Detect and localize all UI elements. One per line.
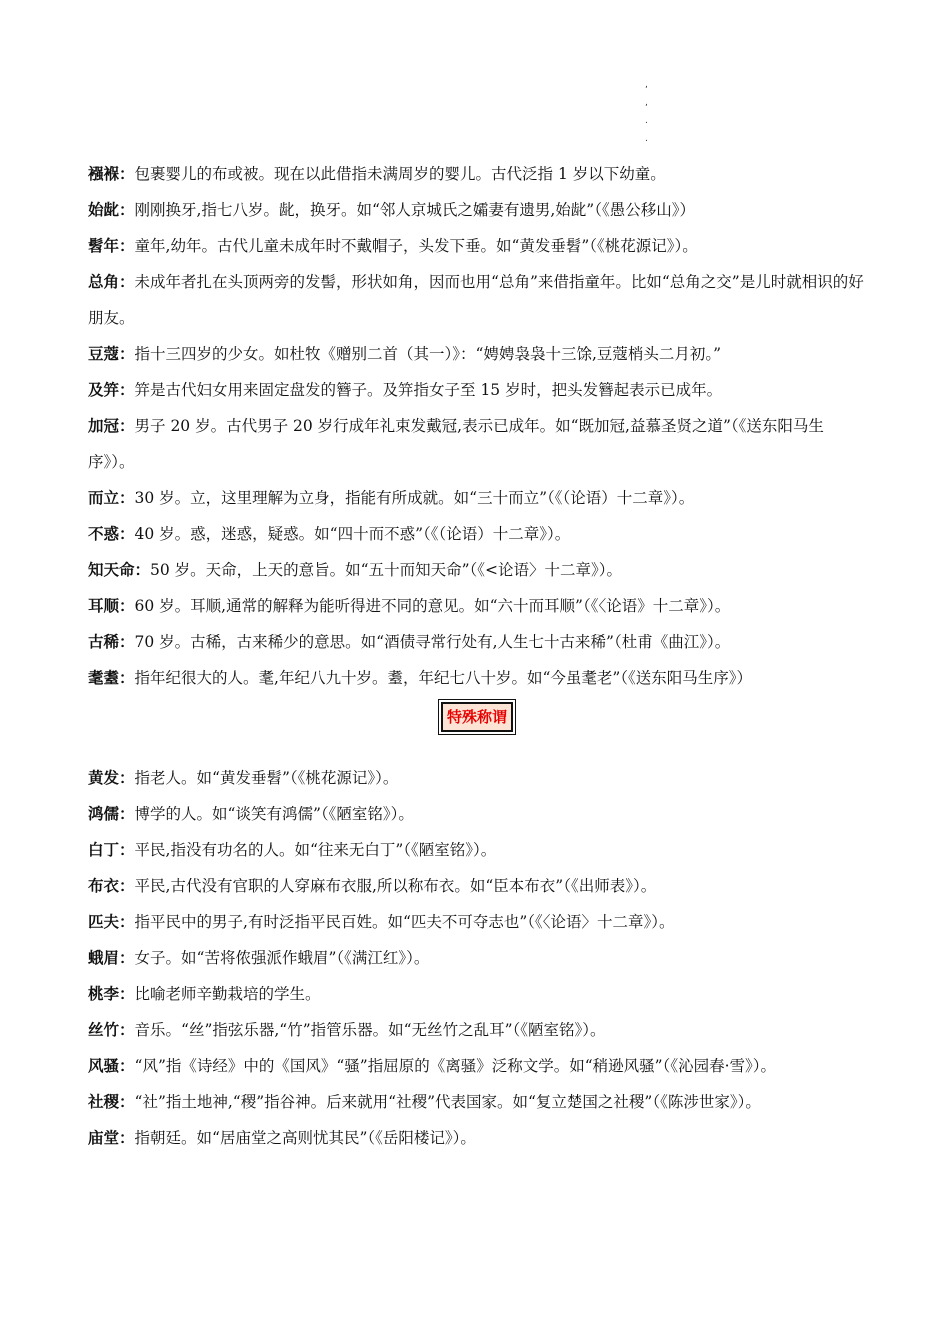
entry-sheji [88, 1084, 866, 1120]
entry-term: 耄耋： [88, 669, 135, 687]
entry-term: 社稷： [88, 1093, 135, 1111]
entry-jiji [88, 372, 866, 408]
entry-definition: 笄是古代妇女用来固定盘发的簪子。及笄指女子至 15 岁时，把头发簪起表示已成年。 [134, 381, 723, 399]
entry-definition: 平民,古代没有官职的人穿麻布衣服,所以称布衣。如“臣本布衣”（《出师表》）。 [134, 877, 657, 895]
entry-definition: 50 岁。天命，上天的意旨。如“五十而知天命”（《<论语〉十二章》）。 [150, 561, 623, 579]
entry-hongru [88, 796, 866, 832]
entry-tiaonian [88, 228, 866, 264]
entry-term: 布衣： [88, 877, 135, 895]
entry-huangfa [88, 760, 866, 796]
entry-term: 豆蔻： [88, 345, 135, 363]
entry-definition: 刚刚换牙,指七八岁。龀，换牙。如“邻人京城氏之孀妻有遗男,始龀”（《愚公移山》） [134, 201, 695, 219]
entry-jiaguan [88, 408, 866, 480]
entry-term: 桃李： [88, 985, 135, 1003]
entry-term: 不惑： [88, 525, 135, 543]
entry-definition: 指老人。如“黄发垂髫”（《桃花源记》）。 [134, 769, 399, 787]
entry-definition: “风”指《诗经》中的《国风》“骚”指屈原的《离骚》泛称文学。如“稍逊风骚”（《沁园春·雪》）。 [134, 1057, 776, 1075]
entry-term: 耳顺： [88, 597, 135, 615]
margin-marks [645, 76, 651, 148]
entry-term: 知天命： [88, 561, 151, 579]
entry-term: 丝竹： [88, 1021, 135, 1039]
entry-definition: 男子 20 岁。古代男子 20 岁行成年礼束发戴冠,表示已成年。如“既加冠,益慕圣贤之道”（《送东阳马生序》）。 [88, 417, 824, 471]
entry-definition: 40 岁。惑，迷惑，疑惑。如“四十而不惑”（《（论语）十二章》）。 [134, 525, 571, 543]
age-terms-list [88, 156, 866, 696]
entry-term: 加冠： [88, 417, 135, 435]
entry-definition: 童年,幼年。古代儿童未成年时不戴帽子，头发下垂。如“黄发垂髫”（《桃花源记》）。 [134, 237, 698, 255]
entry-baiding [88, 832, 866, 868]
entry-definition: 比喻老师辛勤栽培的学生。 [134, 985, 321, 1003]
entry-emei [88, 940, 866, 976]
entry-sizhu [88, 1012, 866, 1048]
entry-miaotang [88, 1120, 866, 1156]
section-heading-row [88, 696, 866, 752]
entry-definition: 女子。如“苦将侬强派作蛾眉”（《满江红》）。 [134, 949, 430, 967]
entry-definition: 指十三四岁的少女。如杜牧《赠别二首（其一）》：“娉娉袅袅十三馀,豆蔻梢头二月初。” [134, 345, 722, 363]
margin-mark: . [645, 134, 648, 144]
special-terms-list [88, 760, 866, 1156]
entry-definition: 指平民中的男子,有时泛指平民百姓。如“匹夫不可夺志也”（《〈论语〉十二章》）。 [134, 913, 675, 931]
entry-term: 古稀： [88, 633, 135, 651]
entry-zongjiao [88, 264, 866, 336]
entry-taoli [88, 976, 866, 1012]
margin-mark: , [645, 98, 648, 108]
entry-term: 庙堂： [88, 1129, 135, 1147]
entry-erli [88, 480, 866, 516]
entry-term: 髫年： [88, 237, 135, 255]
entry-qiangbao [88, 156, 866, 192]
entry-term: 鸿儒： [88, 805, 135, 823]
entry-term: 及笄： [88, 381, 135, 399]
document-body [88, 156, 866, 1156]
entry-definition: 包裹婴儿的布或被。现在以此借指未满周岁的婴儿。古代泛指 1 岁以下幼童。 [134, 165, 666, 183]
entry-term: 风骚： [88, 1057, 135, 1075]
entry-zhitianming [88, 552, 866, 588]
entry-definition: 音乐。“丝”指弦乐器,“竹”指管乐器。如“无丝竹之乱耳”（《陋室铭》）。 [134, 1021, 606, 1039]
entry-guxi [88, 624, 866, 660]
entry-maodie [88, 660, 866, 696]
margin-mark: , [645, 80, 648, 90]
entry-definition: 平民,指没有功名的人。如“往来无白丁”（《陋室铭》）。 [134, 841, 497, 859]
section-title: 特殊称谓 [441, 702, 513, 732]
entry-doukou [88, 336, 866, 372]
entry-buhuo [88, 516, 866, 552]
entry-definition: 博学的人。如“谈笑有鸿儒”（《陋室铭》）。 [134, 805, 414, 823]
entry-definition: 30 岁。立，这里理解为立身，指能有所成就。如“三十而立”（《（论语）十二章》）。 [134, 489, 695, 507]
entry-term: 白丁： [88, 841, 135, 859]
margin-mark: . [645, 116, 648, 126]
entry-pifu [88, 904, 866, 940]
entry-definition: 70 岁。古稀，古来稀少的意思。如“酒债寻常行处有,人生七十古来稀”（杜甫《曲江》）。 [134, 633, 731, 651]
entry-definition: “社”指土地神,“稷”指谷神。后来就用“社稷”代表国家。如“复立楚国之社稷”（《陈涉世家》）。 [134, 1093, 761, 1111]
entry-fengsao [88, 1048, 866, 1084]
entry-buyi [88, 868, 866, 904]
entry-definition: 未成年者扎在头顶两旁的发髻，形状如角，因而也用“总角”来借指童年。比如“总角之交”是儿时就相识的好朋友。 [88, 273, 864, 327]
entry-shichen [88, 192, 866, 228]
entry-term: 总角： [88, 273, 135, 291]
entry-definition: 指年纪很大的人。耄,年纪八九十岁。耋，年纪七八十岁。如“今虽耄老”（《送东阳马生序》） [134, 669, 753, 687]
entry-term: 襁褓： [88, 165, 135, 183]
entry-term: 而立： [88, 489, 135, 507]
entry-term: 蛾眉： [88, 949, 135, 967]
entry-term: 匹夫： [88, 913, 135, 931]
entry-definition: 60 岁。耳顺,通常的解释为能听得进不同的意见。如“六十而耳顺”（《〈论语》十二章》）。 [134, 597, 731, 615]
entry-definition: 指朝廷。如“居庙堂之高则忧其民”（《岳阳楼记》）。 [134, 1129, 476, 1147]
entry-term: 黄发： [88, 769, 135, 787]
entry-ershun [88, 588, 866, 624]
entry-term: 始龀： [88, 201, 135, 219]
